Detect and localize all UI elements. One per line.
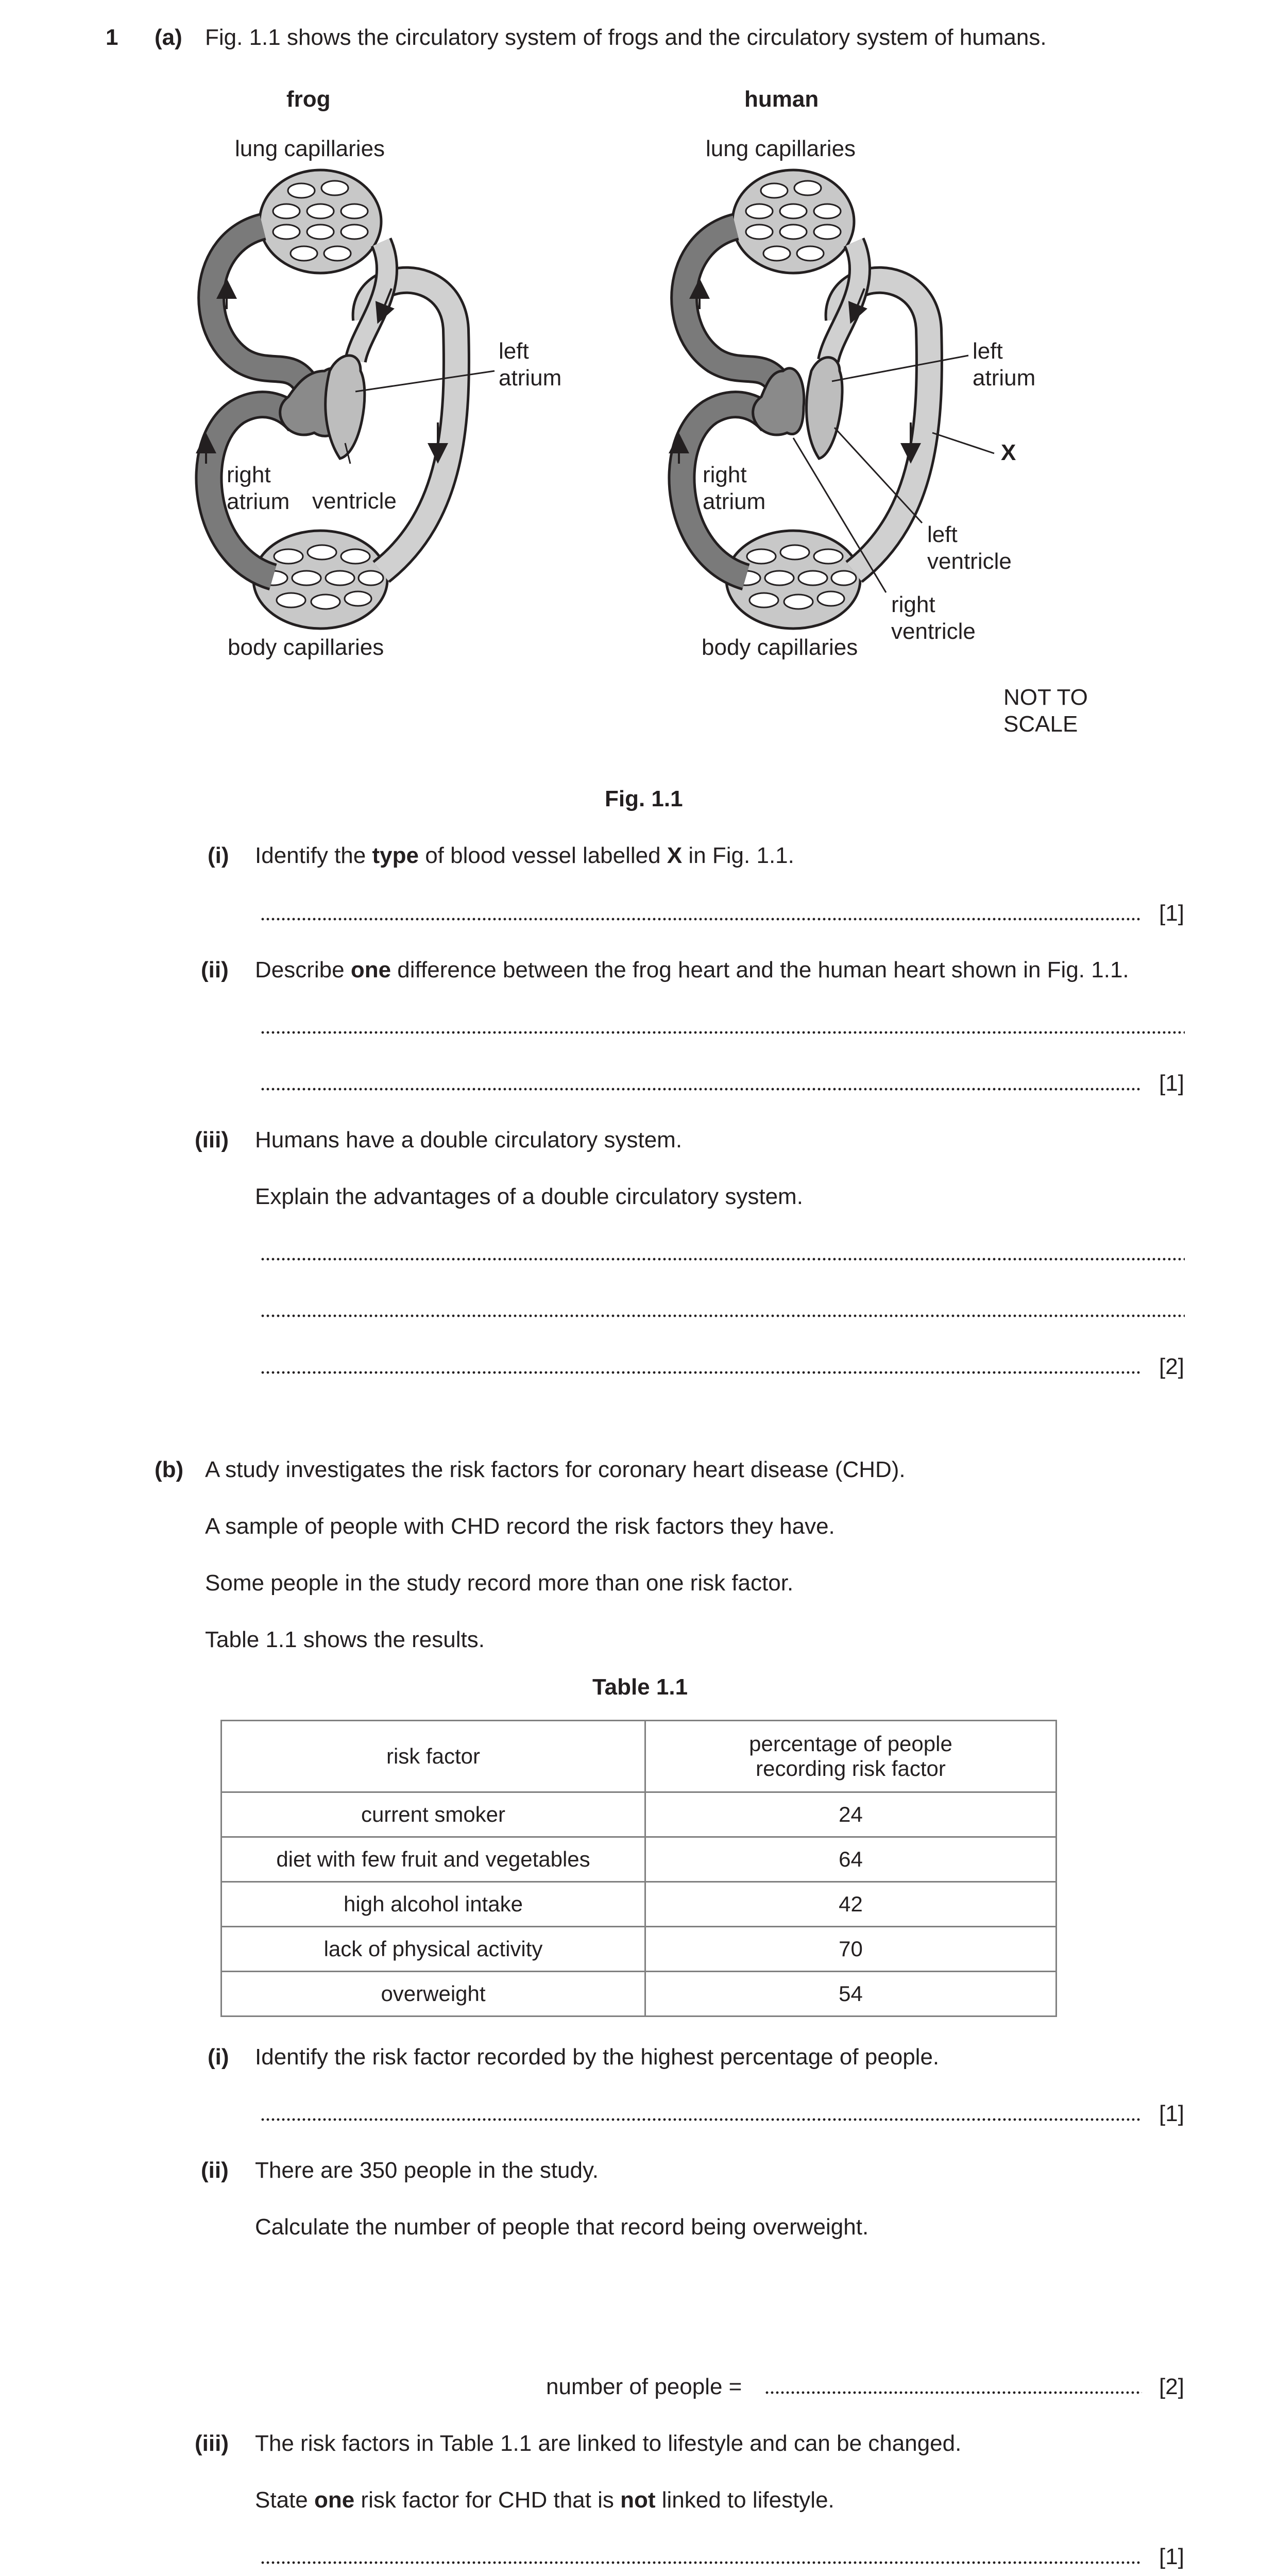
human-body-label: body capillaries bbox=[702, 635, 858, 660]
human-x-label: X bbox=[1001, 440, 1016, 465]
cell-factor: diet with few fruit and vegetables bbox=[221, 1837, 645, 1882]
cell-percentage: 54 bbox=[645, 1972, 1057, 2016]
human-right-atrium-line1: right bbox=[703, 462, 747, 487]
a-i-text-mid: of blood vessel labelled bbox=[418, 843, 667, 868]
cell-factor: current smoker bbox=[221, 1792, 645, 1837]
b-i-text: Identify the risk factor recorded by the highest percentage of people. bbox=[255, 2044, 940, 2070]
header-percentage-line1: percentage of people bbox=[749, 1732, 952, 1756]
table-row bbox=[221, 1882, 1057, 1927]
b-ii-mark: [2] bbox=[1159, 2374, 1184, 2399]
header-percentage bbox=[645, 1721, 1057, 1792]
cell-factor: high alcohol intake bbox=[221, 1882, 645, 1927]
b-iii-line2-pre: State bbox=[255, 2487, 314, 2513]
part-b-line3: Some people in the study record more than one risk factor. bbox=[205, 1570, 794, 1596]
figure-caption: Fig. 1.1 bbox=[605, 786, 683, 811]
frog-lung-capillaries-shape bbox=[260, 170, 381, 273]
not-to-scale-line1: NOT TO bbox=[1003, 685, 1088, 710]
cell-percentage: 42 bbox=[645, 1882, 1057, 1927]
a-ii-answer-line-1[interactable] bbox=[260, 1030, 1185, 1035]
frog-ventricle-label: ventricle bbox=[312, 488, 397, 514]
b-iii-line1: The risk factors in Table 1.1 are linked to lifestyle and can be changed. bbox=[255, 2431, 962, 2456]
a-i-text-bold: type bbox=[372, 843, 419, 868]
human-left-atrium-line1: left bbox=[973, 338, 1003, 364]
frog-title: frog bbox=[286, 87, 331, 112]
a-ii-text-post: difference between the frog heart and the human heart shown in Fig. 1.1. bbox=[391, 957, 1129, 982]
frog-lung-label: lung capillaries bbox=[235, 136, 385, 161]
human-right-ventricle-line1: right bbox=[891, 592, 935, 617]
a-ii-mark: [1] bbox=[1159, 1071, 1184, 1096]
a-iii-label: (iii) bbox=[195, 1127, 229, 1153]
frog-right-atrium-label bbox=[227, 462, 289, 515]
part-b-line4: Table 1.1 shows the results. bbox=[205, 1627, 485, 1652]
cell-percentage: 70 bbox=[645, 1927, 1057, 1972]
human-right-atrium-label bbox=[703, 462, 765, 515]
a-i-text bbox=[255, 843, 794, 869]
b-iii-label: (iii) bbox=[195, 2431, 229, 2456]
table-row bbox=[221, 1837, 1057, 1882]
b-iii-line2-bold: one bbox=[314, 2487, 355, 2513]
part-a-label: (a) bbox=[155, 25, 182, 50]
cell-percentage: 24 bbox=[645, 1792, 1057, 1837]
frog-body-label: body capillaries bbox=[228, 635, 384, 660]
a-iii-line1: Humans have a double circulatory system. bbox=[255, 1127, 683, 1153]
b-ii-line2: Calculate the number of people that record being overweight. bbox=[255, 2214, 869, 2240]
human-left-ventricle-label bbox=[927, 521, 1012, 575]
header-percentage-line2: recording risk factor bbox=[756, 1756, 946, 1781]
b-ii-answer-label: number of people = bbox=[546, 2374, 742, 2399]
header-risk-factor: risk factor bbox=[221, 1721, 645, 1792]
question-number: 1 bbox=[106, 25, 118, 50]
b-iii-line2-bold2: not bbox=[620, 2487, 656, 2513]
human-title: human bbox=[744, 87, 819, 112]
b-iii-line2-mid: risk factor for CHD that is bbox=[354, 2487, 621, 2513]
a-ii-label: (ii) bbox=[201, 957, 229, 982]
table-title: Table 1.1 bbox=[592, 1674, 688, 1700]
human-right-ventricle-label bbox=[891, 591, 976, 645]
b-ii-label: (ii) bbox=[201, 2158, 229, 2183]
frog-left-atrium-label bbox=[499, 338, 561, 392]
b-iii-line2-post: linked to lifestyle. bbox=[655, 2487, 834, 2513]
table-header-row bbox=[221, 1721, 1057, 1792]
a-ii-text-bold: one bbox=[350, 957, 391, 982]
frog-left-atrium-line1: left bbox=[499, 338, 529, 364]
frog-body-capillaries-shape bbox=[253, 531, 387, 629]
frog-right-atrium-line2: atrium bbox=[227, 489, 290, 514]
b-iii-mark: [1] bbox=[1159, 2544, 1184, 2569]
part-b-label: (b) bbox=[155, 1457, 184, 1482]
part-a-intro: Fig. 1.1 shows the circulatory system of frogs and the circulatory system of humans. bbox=[205, 25, 1047, 50]
risk-factor-table bbox=[220, 1720, 1057, 2017]
part-b-line1: A study investigates the risk factors for coronary heart disease (CHD). bbox=[205, 1457, 906, 1482]
cell-factor: overweight bbox=[221, 1972, 645, 2016]
not-to-scale-label bbox=[1003, 684, 1088, 738]
a-i-mark: [1] bbox=[1159, 901, 1184, 926]
frog-diagram bbox=[206, 170, 495, 629]
b-iii-answer-line[interactable] bbox=[260, 2561, 1142, 2565]
circulatory-figure bbox=[0, 0, 1278, 773]
a-ii-answer-line-2[interactable] bbox=[260, 1087, 1142, 1091]
a-ii-text bbox=[255, 957, 1129, 983]
human-right-atrium-line2: atrium bbox=[703, 489, 766, 514]
b-i-label: (i) bbox=[208, 2044, 229, 2070]
human-lung-capillaries-shape bbox=[732, 170, 854, 273]
b-ii-answer-line[interactable] bbox=[764, 2391, 1142, 2395]
human-left-atrium-line2: atrium bbox=[973, 365, 1036, 391]
a-i-text-bold2: X bbox=[667, 843, 683, 868]
human-right-ventricle-line2: ventricle bbox=[891, 619, 976, 644]
a-iii-answer-line-1[interactable] bbox=[260, 1257, 1185, 1261]
b-i-answer-line[interactable] bbox=[260, 2117, 1142, 2122]
human-left-atrium-label bbox=[973, 338, 1035, 392]
a-iii-mark: [2] bbox=[1159, 1354, 1184, 1379]
a-ii-text-pre: Describe bbox=[255, 957, 351, 982]
not-to-scale-line2: SCALE bbox=[1003, 711, 1078, 737]
table-row bbox=[221, 1792, 1057, 1837]
cell-factor: lack of physical activity bbox=[221, 1927, 645, 1972]
a-i-label: (i) bbox=[208, 843, 229, 868]
a-i-answer-line[interactable] bbox=[260, 917, 1142, 921]
table-row bbox=[221, 1972, 1057, 2016]
a-iii-answer-line-2[interactable] bbox=[260, 1314, 1185, 1318]
b-ii-line1: There are 350 people in the study. bbox=[255, 2158, 599, 2183]
b-i-mark: [1] bbox=[1159, 2101, 1184, 2126]
table-row bbox=[221, 1927, 1057, 1972]
part-b-line2: A sample of people with CHD record the risk factors they have. bbox=[205, 1514, 835, 1539]
human-left-ventricle-line2: ventricle bbox=[927, 549, 1012, 574]
a-i-text-pre: Identify the bbox=[255, 843, 372, 868]
a-i-text-post: in Fig. 1.1. bbox=[682, 843, 794, 868]
human-left-ventricle-line1: left bbox=[927, 522, 958, 547]
frog-right-atrium-line1: right bbox=[227, 462, 271, 487]
a-iii-line2: Explain the advantages of a double circulatory system. bbox=[255, 1184, 803, 1209]
cell-percentage: 64 bbox=[645, 1837, 1057, 1882]
b-iii-line2 bbox=[255, 2487, 834, 2513]
frog-left-atrium-line2: atrium bbox=[499, 365, 562, 391]
human-lung-label: lung capillaries bbox=[706, 136, 856, 161]
a-iii-answer-line-3[interactable] bbox=[260, 1370, 1142, 1375]
human-body-capillaries-shape bbox=[726, 531, 860, 629]
